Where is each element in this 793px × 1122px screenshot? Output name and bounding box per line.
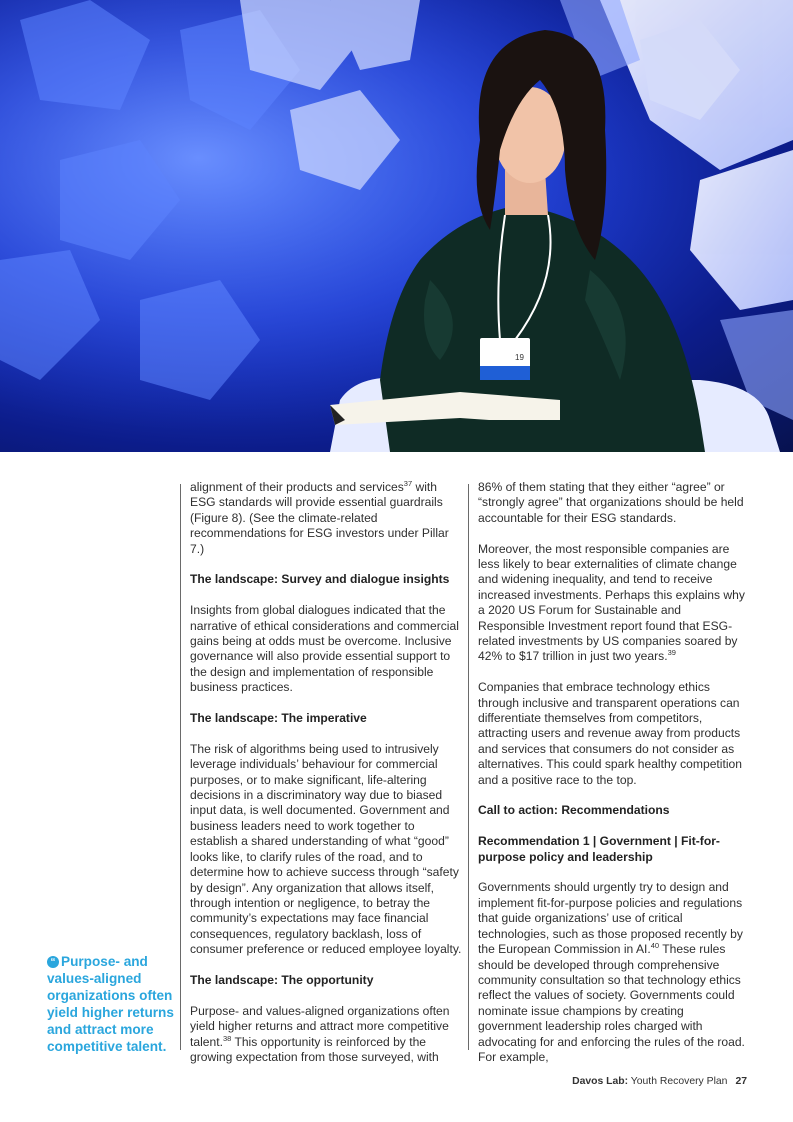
- column-rule-left: [180, 484, 181, 1050]
- column-rule-right: [468, 484, 469, 1050]
- paragraph: Moreover, the most responsible companies are less likely to bear externalities of climate change and widening inequality, and tend to receive increased investments. Perhaps this explains why a 2020 US Forum for Sustainable and Responsible Investment report found that ESG-related investments by US companies soared by 42% to $17 trillion in just two years.$^{39}$: [478, 541, 745, 664]
- pull-quote: [47, 953, 175, 1055]
- footer-brand: Davos Lab:: [572, 1076, 629, 1087]
- hero-photo: [0, 0, 793, 452]
- section-heading: The landscape: The imperative: [190, 711, 367, 726]
- page-number: 27: [735, 1076, 747, 1087]
- footer-title: Youth Recovery Plan: [628, 1076, 728, 1087]
- quote-icon: “: [47, 956, 59, 968]
- text-column-1: [190, 480, 462, 1081]
- section-heading: Recommendation 1 | Government | Fit-for-purpose policy and leadership: [478, 834, 720, 864]
- footnote-ref: 40: [650, 941, 660, 951]
- text-column-2: [478, 480, 748, 1081]
- badge-number: 19: [515, 353, 524, 362]
- paragraph: Governments should urgently try to design and implement fit-for-purpose policies and regulations that guide organizations’ use of critical technologies, such as those proposed recently by the European Commission in AI.$^{40}$ These rules should be developed through comprehensive community consultation so that technology ethics reflect the values of society. Governments could nominate issue champions by creating government leadership roles charged with advocating for and enforcing the rules of the road. For example,: [478, 880, 745, 1064]
- footnote-ref: 37: [403, 479, 413, 488]
- section-heading: Call to action: Recommendations: [478, 803, 670, 818]
- paragraph: Purpose- and values-aligned organizations often yield higher returns and attract more competitive talent.$^{38}$ This opportunity is reinforced by the growing expectation from those surveyed, with: [190, 1003, 450, 1064]
- paragraph: Insights from global dialogues indicated that the narrative of ethical considerations and commercial gains being at odds must be overcome. Inclusive governance will also provide essential support to the design and implementation of responsible business practices.: [190, 603, 459, 695]
- section-heading: The landscape: Survey and dialogue insights: [190, 572, 450, 587]
- paragraph: 86% of them stating that they either “agree” or “strongly agree” that organizations should be held accountable for their ESG standards.: [478, 480, 744, 525]
- page-footer: [572, 1076, 747, 1087]
- paragraph: The risk of algorithms being used to intrusively leverage individuals’ behaviour for commercial purposes, or to make significant, life-altering decisions in a discriminatory way due to biased input data, is well documented. Government and business leaders need to work together to establish a shared understanding of what “good” looks like, to clarify rules of the road, and to determine how to achieve success through “safety by design”. Any organization that allows itself, through intention or negligence, to betray the community’s expectations may face financial consequences, regulatory backlash, loss of consumer preference or reduced employee loyalty.: [190, 741, 462, 957]
- section-heading: The landscape: The opportunity: [190, 972, 374, 987]
- footnote-ref: 39: [667, 648, 676, 658]
- paragraph: alignment of their products and services$^{37}$ with ESG standards will provide essential guardrails (Figure 8). (See the climate-related recommendations for ESG investors under Pillar 7.): [190, 479, 449, 556]
- pull-quote-text: Purpose- and values-aligned organizations often yield higher returns and attract more competitive talent.: [47, 954, 174, 1054]
- hero-illustration: [0, 0, 793, 452]
- paragraph: Companies that embrace technology ethics through inclusive and transparent operations can differentiate themselves from competitors, attracting users and revenue away from products and services that consumers do not consider as alternatives. This could spark healthy competition and a positive race to the top.: [478, 680, 742, 787]
- footnote-ref: 38: [222, 1033, 232, 1043]
